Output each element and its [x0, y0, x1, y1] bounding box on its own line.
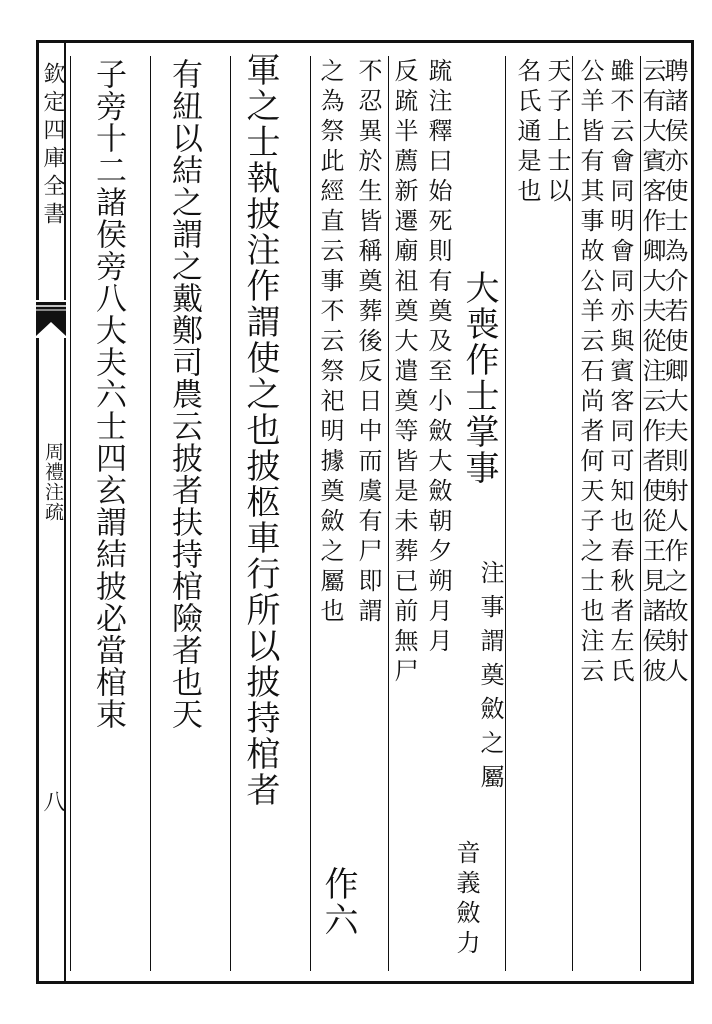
commentary-text: 不忍異於生皆稱奠葬後反日中而虞有尸即謂 [354, 58, 382, 628]
commentary-text: 天子上士以 [543, 58, 571, 208]
commentary-text: 聘諸侯亦使士為介若使卿大夫則射人作之故射人 [660, 58, 688, 688]
column-3-content [507, 58, 569, 968]
column-5-notes [310, 58, 380, 968]
column-4-notes [388, 58, 450, 968]
commentary-text: 䟽注釋曰始死則有奠及至小斂大斂朝夕朔月月 [424, 58, 452, 658]
commentary-text: 公羊皆有其事故公羊云石尚者何天子之士也注云 [576, 58, 604, 688]
column-2-notes [574, 58, 632, 968]
main-text: 大喪作士掌事 [459, 270, 499, 486]
commentary-text: 之為祭此經直云事不云祭祀明據奠斂之屬也 [316, 58, 344, 628]
commentary-text: 云有大賓客作卿大夫從注云作者使從王見諸侯彼 [638, 58, 666, 688]
main-text: 軍之士執披注作謂使之也披柩車行所以披持棺者 [240, 52, 280, 808]
commentary-text: 雖不云會同明會同亦與賓客同可知也春秋者左氏 [606, 58, 634, 688]
column-1-notes [638, 58, 688, 968]
section-title: 周禮注疏 [42, 442, 64, 522]
main-text: 有紐以結之謂之戴鄭司農云披者扶持棺險者也天 [166, 58, 202, 730]
commentary-text: 音義斂力 [452, 840, 480, 960]
commentary-text: 名氏通是也 [513, 58, 541, 208]
fishtail-mark-icon [36, 300, 66, 338]
main-text: 子旁十二諸侯旁八大夫六士四玄謂結披必當棺束 [90, 58, 126, 730]
page-number: 八 [40, 790, 65, 812]
commentary-text: 注事謂奠斂之屬 [476, 560, 504, 798]
commentary-text: 反䟽半薦新遷廟祖奠大遣奠等皆是未葬已前無尸 [390, 58, 418, 688]
book-title: 欽定四庫全書 [40, 62, 65, 230]
main-text: 作六 [318, 866, 358, 938]
